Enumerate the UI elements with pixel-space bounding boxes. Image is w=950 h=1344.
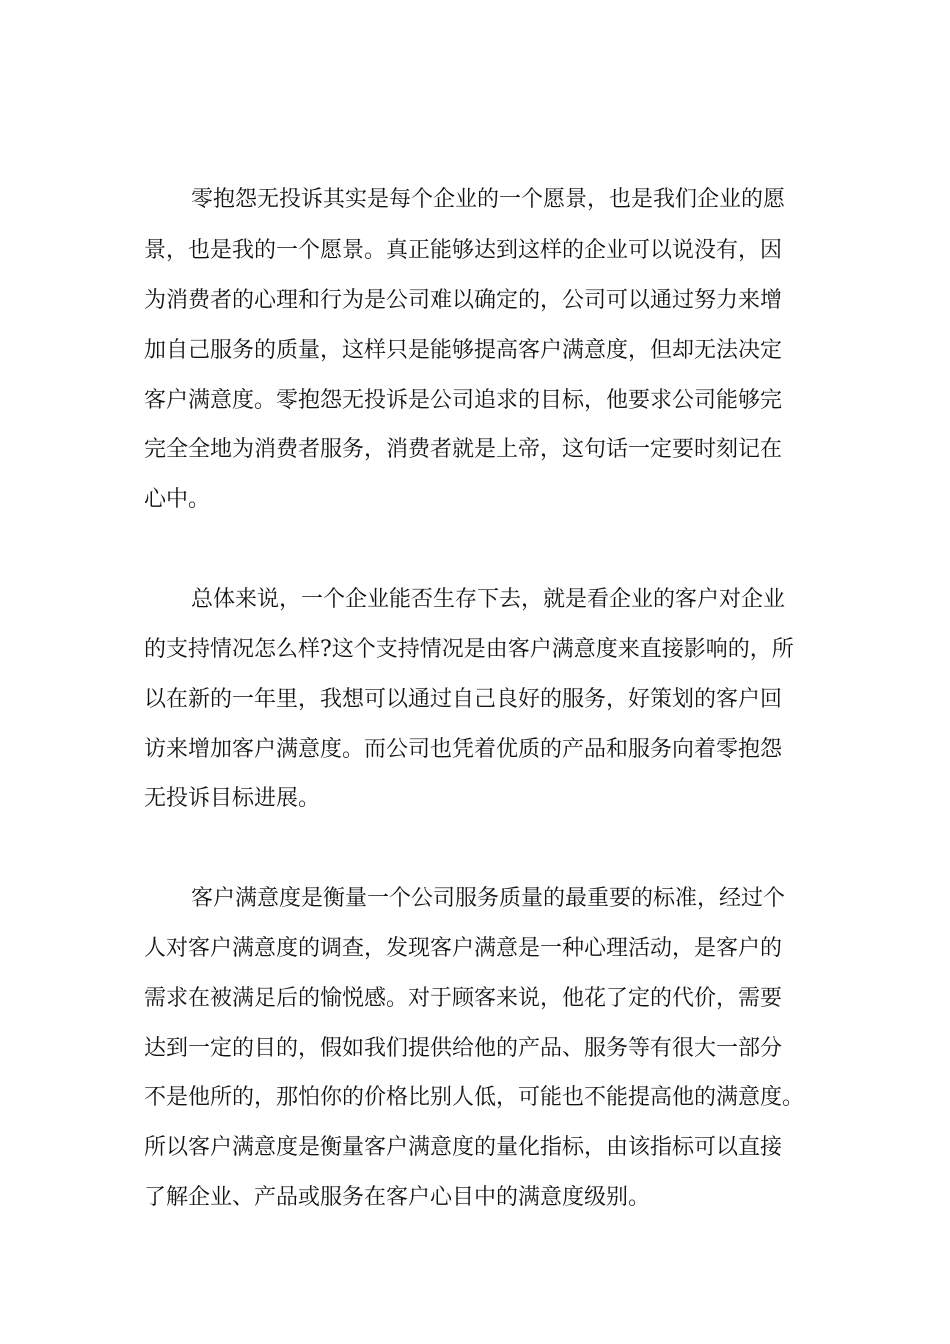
paragraph-2-line-1: 总体来说，一个企业能否生存下去，就是看企业的客户对企业 bbox=[191, 587, 786, 612]
paragraph-3-line-2: 人对客户满意度的调查，发现客户满意是一种心理活动，是客户的 bbox=[144, 936, 783, 961]
paragraph-1-line-1: 零抱怨无投诉其实是每个企业的一个愿景，也是我们企业的愿 bbox=[191, 187, 786, 212]
paragraph-1-line-3: 为消费者的心理和行为是公司难以确定的，公司可以通过努力来增 bbox=[144, 288, 783, 313]
paragraph-3-line-1: 客户满意度是衡量一个公司服务质量的最重要的标准，经过个 bbox=[191, 886, 786, 911]
paragraph-1-line-4: 加自己服务的质量，这样只是能够提高客户满意度，但却无法决定 bbox=[144, 338, 783, 363]
paragraph-3-line-4: 达到一定的目的，假如我们提供给他的产品、服务等有很大一部分 bbox=[144, 1036, 783, 1061]
paragraph-2-line-4: 访来增加客户满意度。而公司也凭着优质的产品和服务向着零抱怨 bbox=[144, 737, 783, 762]
paragraph-1-line-6: 完全全地为消费者服务，消费者就是上帝，这句话一定要时刻记在 bbox=[144, 437, 783, 462]
paragraph-2-line-5: 无投诉目标进展。 bbox=[144, 786, 321, 811]
paragraph-2-line-2: 的支持情况怎么样?这个支持情况是由客户满意度来直接影响的，所 bbox=[144, 637, 794, 662]
paragraph-1-line-7: 心中。 bbox=[144, 487, 211, 512]
paragraph-2-line-3: 以在新的一年里，我想可以通过自己良好的服务，好策划的客户回 bbox=[144, 687, 783, 712]
paragraph-3-line-3: 需求在被满足后的愉悦感。对于顾客来说，他花了定的代价，需要 bbox=[144, 986, 783, 1011]
paragraph-1-line-5: 客户满意度。零抱怨无投诉是公司追求的目标，他要求公司能够完 bbox=[144, 388, 783, 413]
paragraph-3-line-5: 不是他所的，那怕你的价格比别人低，可能也不能提高他的满意度。 bbox=[144, 1085, 805, 1110]
paragraph-3-line-7: 了解企业、产品或服务在客户心目中的满意度级别。 bbox=[144, 1185, 651, 1210]
paragraph-3-line-6: 所以客户满意度是衡量客户满意度的量化指标，由该指标可以直接 bbox=[144, 1135, 783, 1160]
paragraph-1-line-2: 景，也是我的一个愿景。真正能够达到这样的企业可以说没有，因 bbox=[144, 238, 783, 263]
